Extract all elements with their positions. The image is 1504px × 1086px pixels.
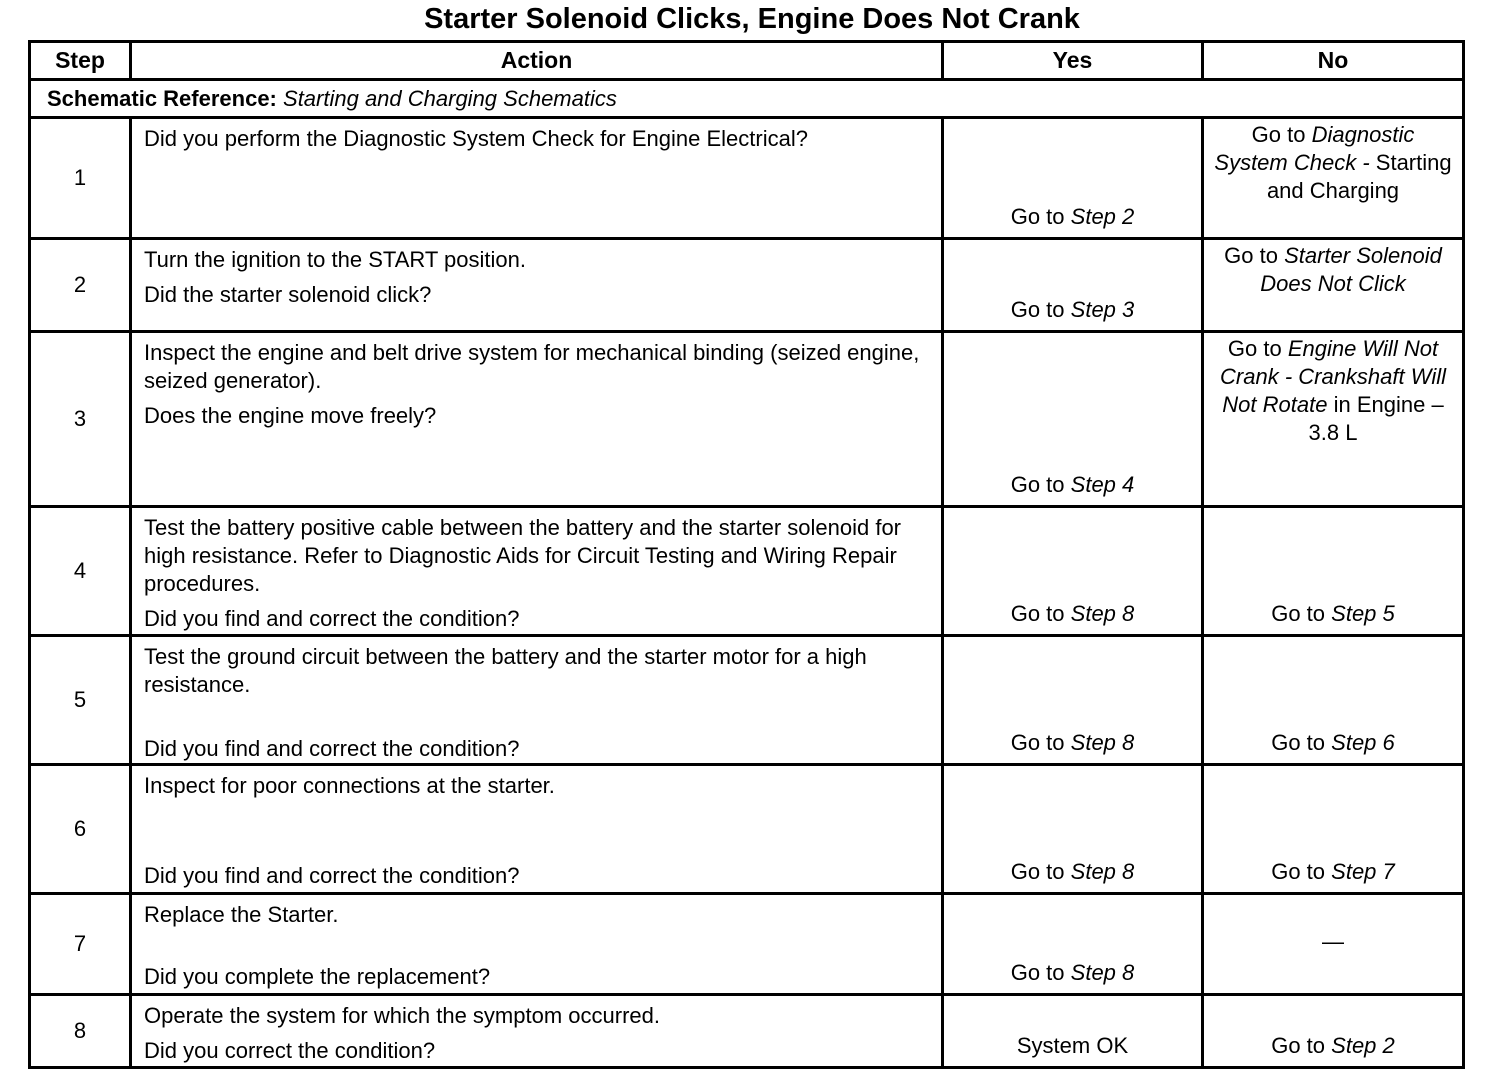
yes-link[interactable]: Step 3 <box>1070 297 1135 322</box>
action-text: Test the ground circuit between the battery and the starter motor for a high resistance. <box>144 644 867 697</box>
yes-link[interactable]: Step 8 <box>1070 601 1135 626</box>
header-step: Step <box>30 42 131 80</box>
table-row <box>30 118 1464 239</box>
go-to-text: Go to <box>1224 243 1278 268</box>
action-cell <box>131 894 943 995</box>
diagnostic-table <box>28 40 1465 1069</box>
no-cell <box>1203 636 1464 765</box>
action-cell <box>131 507 943 636</box>
page-title: Starter Solenoid Clicks, Engine Does Not Crank <box>424 3 1080 35</box>
yes-cell <box>943 239 1203 332</box>
action-question: Did you find and correct the condition? <box>144 736 520 761</box>
table-row <box>30 765 1464 894</box>
yes-cell <box>943 118 1203 239</box>
action-question: Did you correct the condition? <box>144 1038 436 1063</box>
header-yes: Yes <box>943 42 1203 80</box>
step-number: 2 <box>30 239 131 332</box>
no-link[interactable]: Step 2 <box>1331 1033 1395 1058</box>
go-to-text: Go to <box>1010 297 1065 322</box>
no-cell <box>1203 894 1464 995</box>
no-cell <box>1203 765 1464 894</box>
action-question: Did you complete the replacement? <box>144 964 491 989</box>
no-cell <box>1203 118 1464 239</box>
action-cell <box>131 765 943 894</box>
schematic-reference <box>30 80 1464 118</box>
step-number: 3 <box>30 332 131 507</box>
no-link[interactable]: Engine Will Not Crank - Crankshaft Will Not Rotate <box>1220 336 1446 417</box>
no-suffix: Starting and Charging <box>1266 150 1452 203</box>
go-to-text: Go to <box>1010 204 1065 229</box>
step-number: 6 <box>30 765 131 894</box>
table-row <box>30 239 1464 332</box>
step-number: 5 <box>30 636 131 765</box>
action-text: Replace the Starter. <box>144 902 339 927</box>
schematic-label: Schematic Reference: <box>47 85 277 111</box>
no-suffix: in Engine – 3.8 L <box>1308 392 1444 445</box>
yes-link[interactable]: Step 2 <box>1070 204 1135 229</box>
step-number: 8 <box>30 995 131 1068</box>
go-to-text: Go to <box>1010 960 1065 985</box>
yes-link[interactable]: Step 8 <box>1070 730 1135 755</box>
header-no: No <box>1203 42 1464 80</box>
yes-link[interactable]: Step 8 <box>1070 859 1135 884</box>
no-cell <box>1203 995 1464 1068</box>
yes-cell <box>943 995 1203 1068</box>
no-cell <box>1203 507 1464 636</box>
action-cell <box>131 332 943 507</box>
yes-cell <box>943 332 1203 507</box>
go-to-text: Go to <box>1271 859 1326 884</box>
go-to-text: Go to <box>1271 1033 1326 1058</box>
go-to-text: Go to <box>1271 601 1326 626</box>
yes-cell <box>943 765 1203 894</box>
go-to-text: Go to <box>1271 730 1326 755</box>
action-cell <box>131 118 943 239</box>
go-to-text: Go to <box>1010 730 1065 755</box>
yes-link[interactable]: Step 4 <box>1070 472 1135 497</box>
table-row <box>30 507 1464 636</box>
action-question: Did you find and correct the condition? <box>144 606 520 631</box>
action-question: Did you find and correct the condition? <box>144 863 520 888</box>
action-text: Did you perform the Diagnostic System Check for Engine Electrical? <box>144 126 808 151</box>
go-to-text: Go to <box>1251 122 1306 147</box>
no-link[interactable]: Step 5 <box>1331 601 1395 626</box>
table-row <box>30 894 1464 995</box>
no-cell <box>1203 239 1464 332</box>
go-to-text: Go to <box>1010 859 1065 884</box>
action-text: Turn the ignition to the START position. <box>144 247 526 272</box>
no-link[interactable]: Step 6 <box>1331 730 1395 755</box>
yes-cell <box>943 636 1203 765</box>
no-link[interactable]: Starter Solenoid Does Not Click <box>1260 243 1442 296</box>
step-number: 4 <box>30 507 131 636</box>
step-number: 7 <box>30 894 131 995</box>
yes-cell <box>943 507 1203 636</box>
go-to-text: Go to <box>1010 601 1065 626</box>
action-text: Inspect the engine and belt drive system for mechanical binding (seized engine, seized generator). <box>144 340 920 393</box>
action-question: Did the starter solenoid click? <box>144 282 432 307</box>
action-question: Does the engine move freely? <box>144 403 437 428</box>
header-action: Action <box>131 42 943 80</box>
go-to-text: Go to <box>1227 336 1282 361</box>
yes-cell <box>943 894 1203 995</box>
action-text: Inspect for poor connections at the starter. <box>144 773 555 798</box>
yes-link[interactable]: Step 8 <box>1070 960 1135 985</box>
action-cell <box>131 239 943 332</box>
dash: — <box>1322 929 1344 954</box>
schematic-row <box>30 80 1464 118</box>
table-row <box>30 995 1464 1068</box>
no-link[interactable]: Diagnostic System Check - <box>1214 122 1415 175</box>
action-cell <box>131 995 943 1068</box>
go-to-text: Go to <box>1010 472 1065 497</box>
action-text: Operate the system for which the symptom occurred. <box>144 1003 660 1028</box>
action-text: Test the battery positive cable between the battery and the starter solenoid for high resistance. Refer to Diagnostic Aids for Circuit Testing and Wiring Repair procedures. <box>144 515 902 596</box>
system-ok-text: System OK <box>1016 1033 1129 1058</box>
step-number: 1 <box>30 118 131 239</box>
schematic-value: Starting and Charging Schematics <box>283 85 617 111</box>
header-row <box>30 42 1464 80</box>
table-row <box>30 332 1464 507</box>
action-cell <box>131 636 943 765</box>
table-row <box>30 636 1464 765</box>
no-link[interactable]: Step 7 <box>1331 859 1395 884</box>
no-cell <box>1203 332 1464 507</box>
